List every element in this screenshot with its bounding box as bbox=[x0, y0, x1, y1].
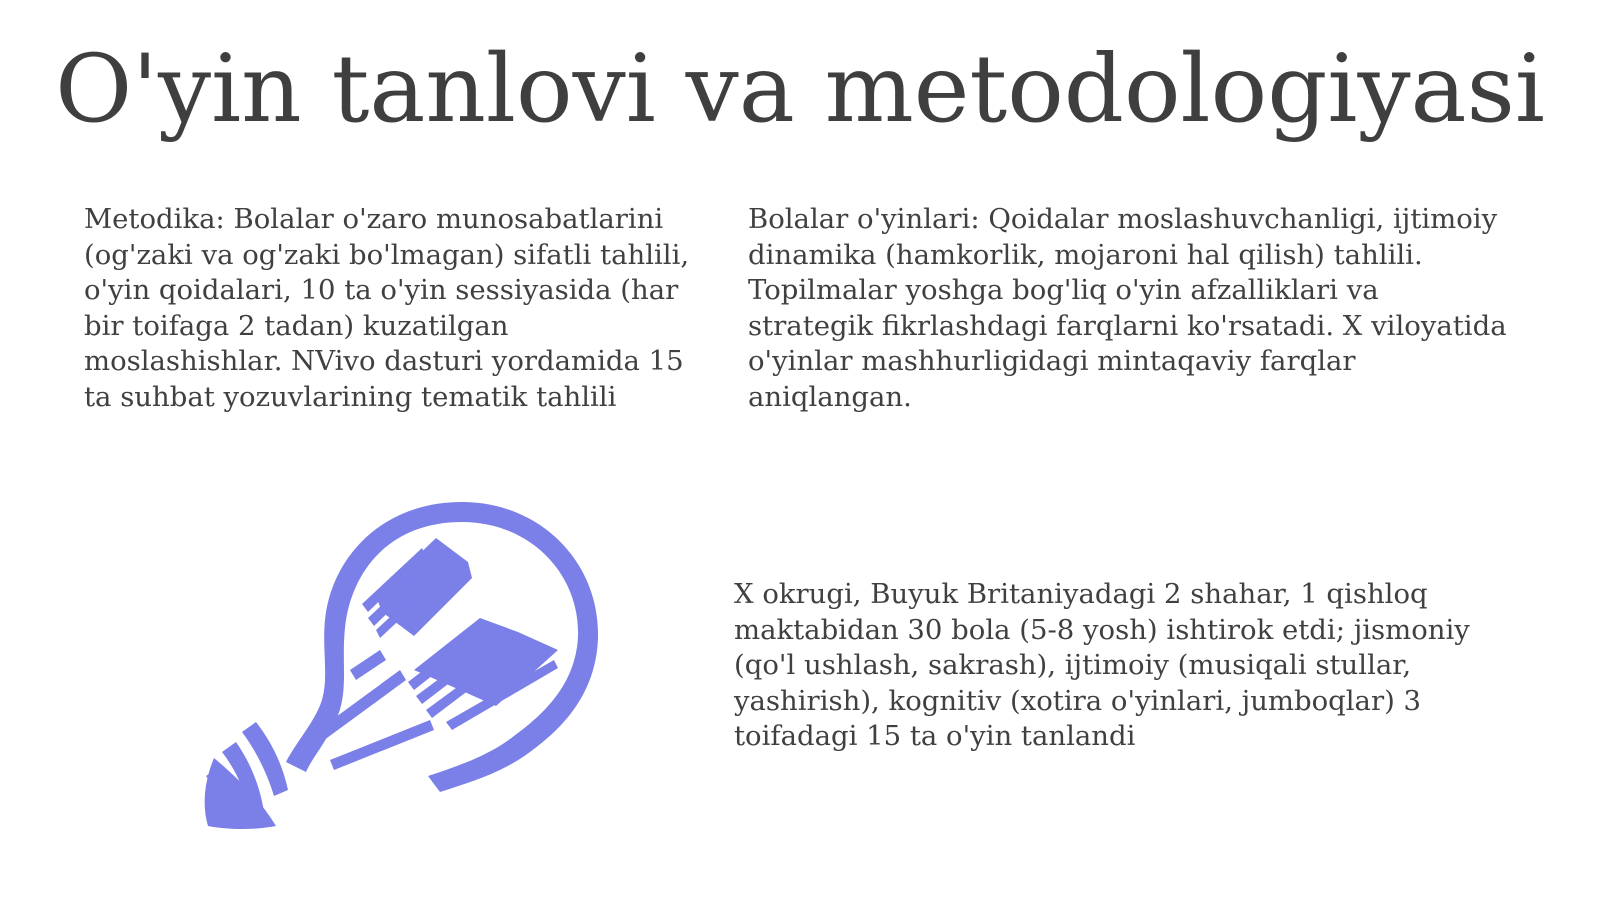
lightbulb-book-icon bbox=[200, 500, 620, 860]
participants-text: X okrugi, Buyuk Britaniyadagi 2 shahar, 1 qishloq maktabidan 30 bola (5-8 yosh) ishtirok etdi; jismoniy (qo'l ushlash, sakrash), ijtimoiy (musiqali stullar, yashirish), kognitiv (xotira o'yinlari, jumboqlar) 3 toifadagi 15 ta o'yin tanlandi bbox=[734, 578, 1470, 752]
slide-title: O'yin tanlovi va metodologiyasi bbox=[55, 35, 1545, 144]
methodology-text: Metodika: Bolalar o'zaro munosabatlarini (og'zaki va og'zaki bo'lmagan) sifatli tahlili, o'yin qoidalari, 10 ta o'yin sessiyasida (har bir toifaga 2 tadan) kuzatilgan moslashishlar. NVivo dasturi yordamida 15 ta suhbat yozuvlarining tematik tahlili bbox=[84, 203, 690, 413]
games-analysis-text: Bolalar o'yinlari: Qoidalar moslashuvchanligi, ijtimoiy dinamika (hamkorlik, mojaroni hal qilish) tahlili. Topilmalar yoshga bog'liq o'yin afzalliklari va strategik fikrlashdagi farqlarni ko'rsatadi. X viloyatida o'yinlar mashhurligidagi mintaqaviy farqlar aniqlangan. bbox=[748, 203, 1507, 413]
